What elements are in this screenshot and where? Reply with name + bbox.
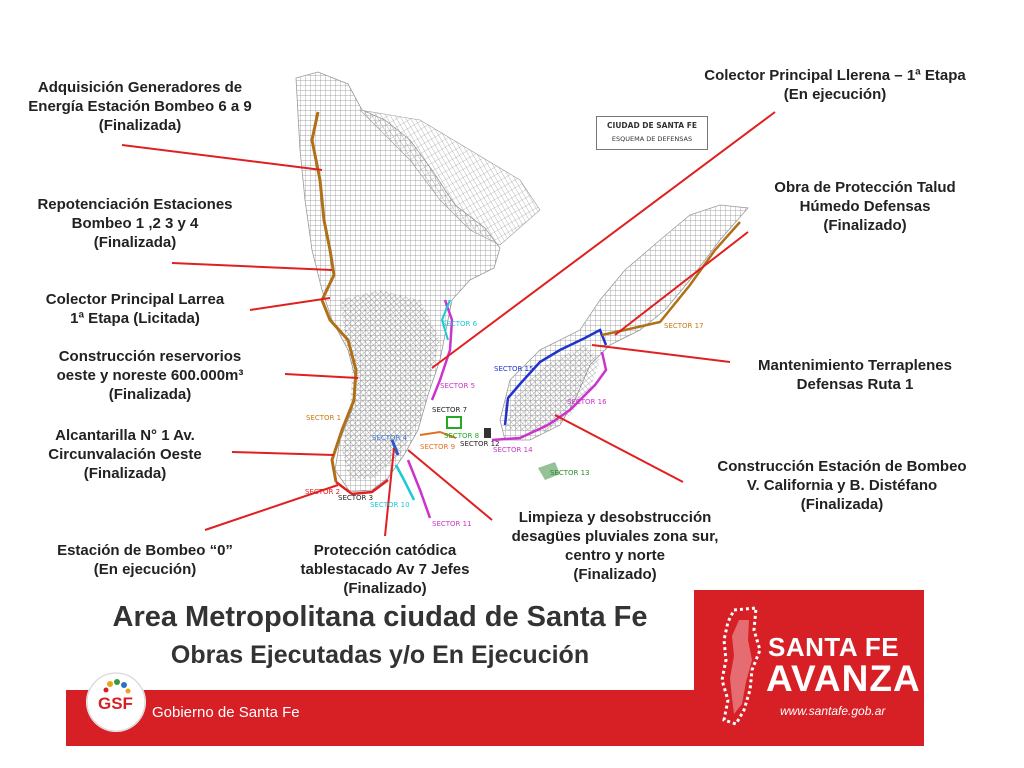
brand-url: www.santafe.gob.ar xyxy=(780,704,886,718)
brand-line-2: AVANZA xyxy=(766,658,921,699)
annotation-line: Defensas Ruta 1 xyxy=(796,376,914,393)
annotation-generadores xyxy=(0,78,280,135)
annotation-line: (Finalizada) xyxy=(93,234,177,251)
brand-line-1: SANTA FE xyxy=(768,632,900,662)
sector-label-11: SECTOR 11 xyxy=(432,520,472,528)
sector-label-1: SECTOR 1 xyxy=(306,414,342,422)
annotation-line: Construcción Estación de Bombeo xyxy=(717,458,967,475)
sector-label-12: SECTOR 12 xyxy=(460,440,500,448)
annotation-talud xyxy=(745,178,985,235)
annotation-line: Adquisición Generadores de xyxy=(37,79,243,96)
annotation-line: (En ejecución) xyxy=(783,86,887,103)
sector-label-17: SECTOR 17 xyxy=(664,322,704,330)
annotation-reservorios xyxy=(20,347,280,404)
sector-label-13: SECTOR 13 xyxy=(550,469,590,477)
annotation-line: 1ª Etapa (Licitada) xyxy=(70,310,200,327)
annotation-line: Colector Principal Larrea xyxy=(45,291,225,308)
sector-label-8: SECTOR 8 xyxy=(444,432,480,440)
sector-label-14: SECTOR 14 xyxy=(493,446,533,454)
annotation-line: V. California y B. Distéfano xyxy=(746,477,938,494)
page-title: Area Metropolitana ciudad de Santa Fe xyxy=(112,601,648,633)
annotation-line: Bombeo 1 ,2 3 y 4 xyxy=(71,215,199,232)
annotation-line: Limpieza y desobstrucción xyxy=(518,509,712,526)
annotation-line: Circunvalación Oeste xyxy=(48,446,202,463)
annotation-line: Construcción reservorios xyxy=(58,348,242,365)
annotation-california xyxy=(688,457,996,514)
government-name: Gobierno de Santa Fe xyxy=(152,704,300,721)
sector-label-9: SECTOR 9 xyxy=(420,443,456,451)
leader-terraplenes xyxy=(592,345,730,362)
annotation-larrea xyxy=(15,290,255,328)
gsf-wordmark: GSF xyxy=(98,694,133,713)
annotation-llerena xyxy=(670,66,1000,104)
annotation-line: Protección catódica xyxy=(313,542,457,559)
map-legend-box xyxy=(596,116,708,150)
legend-subtitle: ESQUEMA DE DEFENSAS xyxy=(611,135,693,143)
annotation-line: (En ejecución) xyxy=(93,561,197,578)
annotation-line: centro y norte xyxy=(564,547,666,564)
leader-alcantarilla xyxy=(232,452,334,455)
leader-generadores xyxy=(122,145,322,170)
defense-line-sector-11 xyxy=(408,460,430,518)
sector-12-block xyxy=(484,428,491,438)
sector-label-2: SECTOR 2 xyxy=(305,488,341,496)
annotation-repotenciacion xyxy=(10,195,260,252)
annotation-line: (Finalizado) xyxy=(573,566,657,583)
annotation-line: Mantenimiento Terraplenes xyxy=(758,357,952,374)
sector-label-5: SECTOR 5 xyxy=(440,382,476,390)
annotation-line: tablestacado Av 7 Jefes xyxy=(300,561,470,578)
sector-label-7: SECTOR 7 xyxy=(432,406,468,414)
annotation-bombeo0 xyxy=(20,541,270,579)
leader-larrea xyxy=(250,298,330,310)
annotation-line: Estación de Bombeo “0” xyxy=(57,542,233,559)
annotation-alcantarilla xyxy=(10,426,240,483)
sector-label-16: SECTOR 16 xyxy=(567,398,607,406)
sector-label-6: SECTOR 6 xyxy=(442,320,478,328)
legend-title: CIUDAD DE SANTA FE xyxy=(607,121,697,130)
sector-label-4: SECTOR 4 xyxy=(372,434,408,442)
annotation-line: (Finalizada) xyxy=(108,386,192,403)
sector-label-10: SECTOR 10 xyxy=(370,501,410,509)
annotation-limpieza xyxy=(490,508,740,584)
annotation-line: (Finalizada) xyxy=(800,496,884,513)
annotation-line: (Finalizada) xyxy=(83,465,167,482)
annotation-line: Repotenciación Estaciones xyxy=(37,196,233,213)
sector-label-3: SECTOR 3 xyxy=(338,494,374,502)
page-subtitle: Obras Ejecutadas y/o En Ejecución xyxy=(170,641,590,669)
annotation-line: (Finalizada) xyxy=(98,117,182,134)
annotation-line: Energía Estación Bombeo 6 a 9 xyxy=(28,98,252,115)
annotation-terraplenes xyxy=(730,356,980,394)
leader-limpieza xyxy=(408,450,492,520)
annotation-line: (Finalizado) xyxy=(343,580,427,597)
leader-reservorios xyxy=(285,374,358,378)
annotation-line: Alcantarilla N° 1 Av. xyxy=(55,427,195,444)
annotation-line: (Finalizado) xyxy=(823,217,907,234)
annotation-line: Obra de Protección Talud xyxy=(774,179,956,196)
annotation-line: oeste y noreste 600.000m³ xyxy=(56,367,244,384)
sector-8-block xyxy=(447,417,461,428)
annotation-catodica xyxy=(278,541,492,598)
annotation-line: Colector Principal Llerena – 1ª Etapa xyxy=(704,67,966,84)
leader-repotenciacion xyxy=(172,263,332,270)
sector-label-15: SECTOR 15 xyxy=(494,365,534,373)
annotation-line: desagües pluviales zona sur, xyxy=(511,528,719,545)
annotation-line: Húmedo Defensas xyxy=(799,198,931,215)
